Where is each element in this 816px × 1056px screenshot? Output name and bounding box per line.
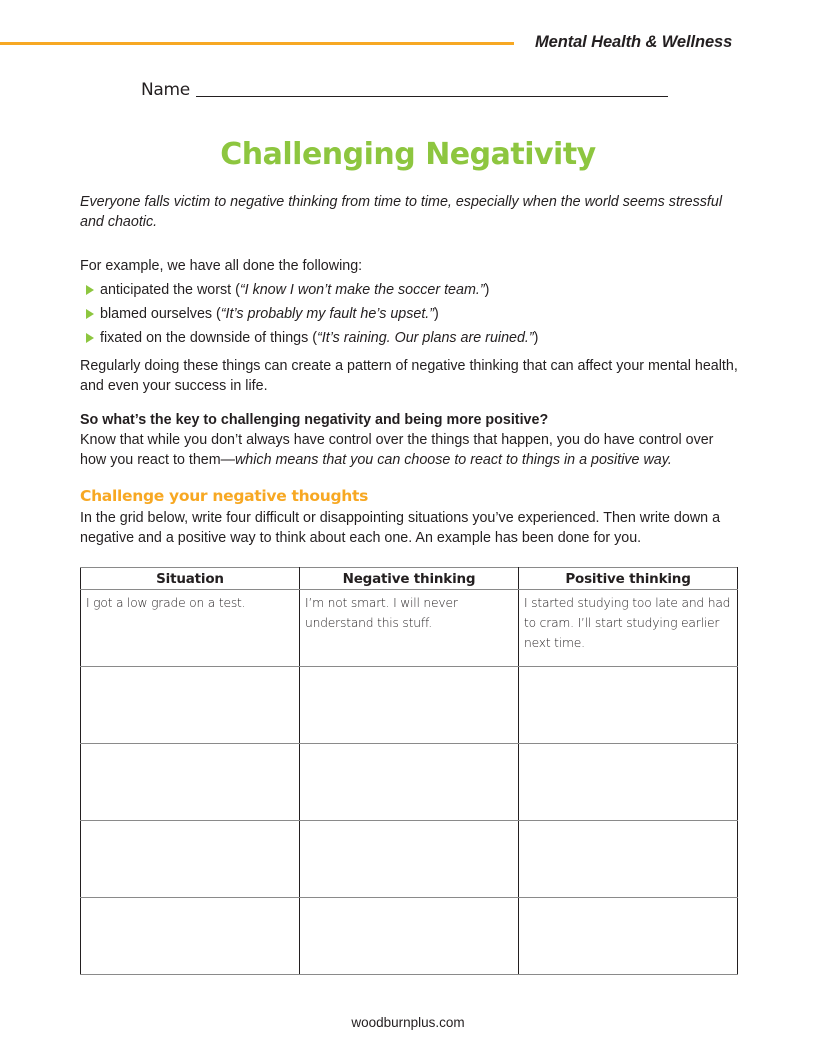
grid-header-row: [81, 568, 738, 590]
key-answer-plain: Know that while you don’t always have control over the things that happen, you do have control over how you react to them—: [80, 432, 714, 468]
handwritten-text: [519, 898, 737, 901]
negative-cell[interactable]: [300, 821, 519, 898]
negative-cell[interactable]: [300, 590, 519, 667]
bullet-text: blamed ourselves (: [100, 306, 221, 322]
intro-text: Everyone falls victim to negative thinking from time to time, especially when the world seems stressful and chaotic.: [80, 194, 723, 230]
handwritten-text: I’m not smart. I will never understand this stuff.: [305, 596, 458, 630]
situation-cell[interactable]: [81, 590, 300, 667]
negative-cell[interactable]: [300, 744, 519, 821]
table-row: [81, 667, 738, 744]
header-rule: [0, 42, 514, 45]
positive-cell[interactable]: [519, 821, 738, 898]
handwritten-text: [300, 667, 518, 670]
triangle-bullet-icon: [86, 333, 94, 343]
situation-cell[interactable]: [81, 821, 300, 898]
name-write-line[interactable]: [196, 96, 668, 97]
bullet-close: ): [434, 306, 439, 322]
key-question: So what’s the key to challenging negativity and being more positive?: [80, 412, 549, 428]
bullet-close: ): [533, 330, 539, 346]
positive-cell[interactable]: [519, 590, 738, 667]
bullet-quote: “It’s probably my fault he’s upset.”: [220, 306, 435, 322]
bullet-quote: “It’s raining. Our plans are ruined.”: [316, 330, 534, 346]
instructions: In the grid below, write four difficult or disappointing situations you’ve experienced. Then write down a negative and a positive way to think about each one. An example has been done for you.: [80, 510, 721, 546]
footer-site: woodburnplus.com: [351, 1015, 465, 1030]
list-item: [86, 326, 538, 350]
column-header-positive: Positive thinking: [519, 568, 738, 590]
bullet-close: ): [484, 282, 490, 298]
table-row: [81, 821, 738, 898]
table-row: [81, 898, 738, 975]
situation-cell[interactable]: [81, 667, 300, 744]
handwritten-text: [300, 744, 518, 747]
positive-cell[interactable]: [519, 898, 738, 975]
handwritten-text: [519, 744, 737, 747]
example-lead: For example, we have all done the following:: [80, 258, 363, 274]
handwritten-text: [81, 744, 299, 747]
page-title: Challenging Negativity: [220, 137, 596, 172]
table-row: [81, 744, 738, 821]
bullet-quote: “I know I won’t make the soccer team.”: [239, 282, 485, 298]
header-title: Mental Health & Wellness: [535, 33, 733, 51]
bullet-text: anticipated the worst (: [100, 282, 240, 298]
handwritten-text: [519, 667, 737, 670]
handwritten-text: I started studying too late and had to cram. I’ll start studying earlier next time.: [524, 596, 731, 650]
situation-cell[interactable]: [81, 744, 300, 821]
triangle-bullet-icon: [86, 285, 94, 295]
name-label: Name: [141, 80, 190, 100]
example-list: [86, 278, 538, 350]
handwritten-text: [300, 898, 518, 901]
thoughts-grid: [80, 567, 738, 975]
handwritten-text: [81, 667, 299, 670]
column-header-negative: Negative thinking: [300, 568, 519, 590]
bullet-text: fixated on the downside of things (: [100, 330, 317, 346]
handwritten-text: [81, 821, 299, 824]
table-row: [81, 590, 738, 667]
handwritten-text: [81, 898, 299, 901]
handwritten-text: [300, 821, 518, 824]
list-item: [86, 302, 538, 326]
name-field: [141, 80, 668, 100]
pattern-paragraph: Regularly doing these things can create a pattern of negative thinking that can affect your mental health, and even your success in life.: [80, 358, 738, 394]
negative-cell[interactable]: [300, 898, 519, 975]
positive-cell[interactable]: [519, 744, 738, 821]
positive-cell[interactable]: [519, 667, 738, 744]
triangle-bullet-icon: [86, 309, 94, 319]
section-heading: Challenge your negative thoughts: [80, 487, 369, 505]
key-answer-italic: which means that you can choose to react to things in a positive way.: [234, 452, 672, 468]
column-header-situation: Situation: [81, 568, 300, 590]
handwritten-text: [519, 821, 737, 824]
list-item: [86, 278, 538, 302]
situation-cell[interactable]: [81, 898, 300, 975]
handwritten-text: I got a low grade on a test.: [86, 596, 246, 610]
key-answer: [80, 430, 740, 470]
negative-cell[interactable]: [300, 667, 519, 744]
